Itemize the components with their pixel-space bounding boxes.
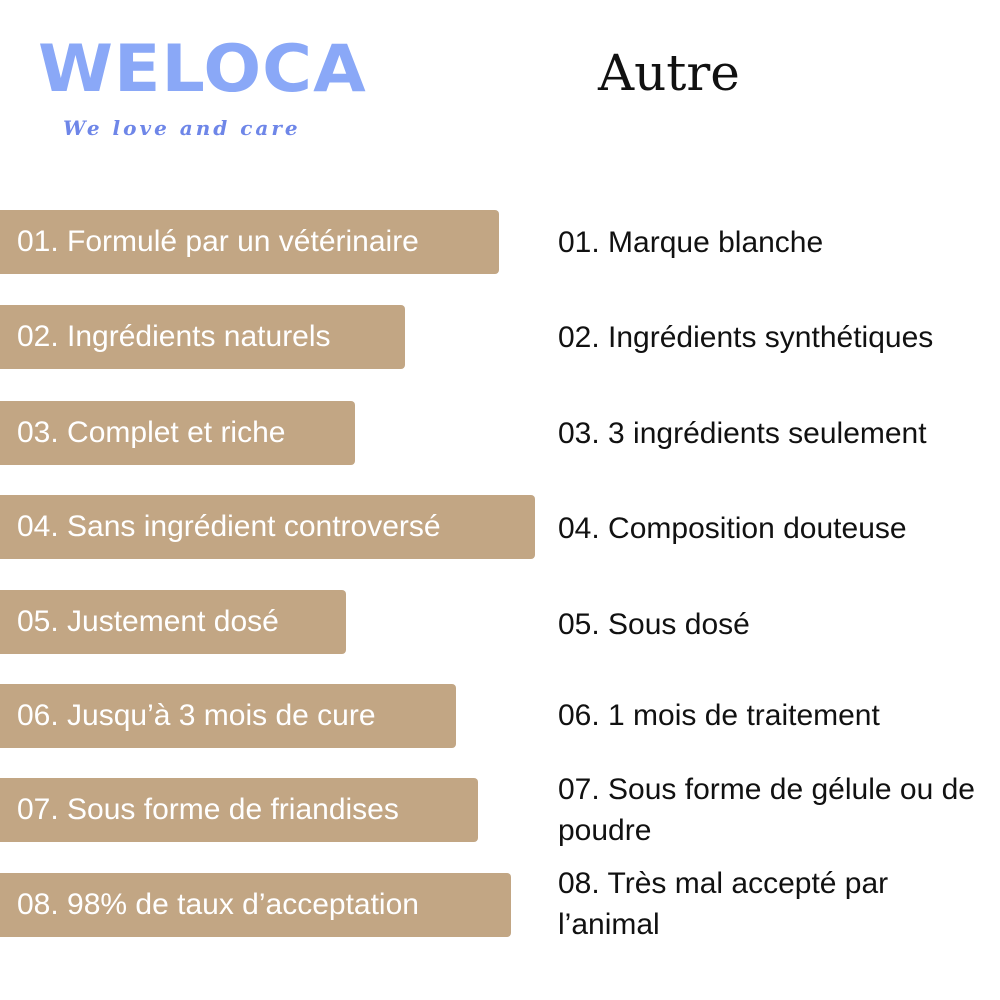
weloca-logo: WELOCA (38, 32, 367, 108)
other-item: 04. Composition douteuse (558, 512, 907, 545)
weloca-item: 05. Justement dosé (0, 590, 346, 654)
other-item: 03. 3 ingrédients seulement (558, 417, 927, 450)
other-item: 07. Sous forme de gélule ou de poudre (558, 773, 975, 847)
other-item: 01. Marque blanche (558, 226, 824, 259)
other-item: 02. Ingrédients synthétiques (558, 321, 934, 354)
weloca-item: 07. Sous forme de friandises (0, 778, 478, 842)
brand-tagline: We love and care (63, 116, 301, 140)
other-column-title: Autre (598, 44, 740, 102)
weloca-item: 03. Complet et riche (0, 401, 355, 465)
weloca-item: 06. Jusqu’à 3 mois de cure (0, 684, 456, 748)
weloca-item: 04. Sans ingrédient controversé (0, 495, 535, 559)
other-item: 06. 1 mois de traitement (558, 699, 880, 732)
other-item: 08. Très mal accepté par l’animal (558, 867, 889, 941)
other-item: 05. Sous dosé (558, 608, 750, 641)
weloca-item: 01. Formulé par un vétérinaire (0, 210, 499, 274)
weloca-item: 02. Ingrédients naturels (0, 305, 405, 369)
weloca-item: 08. 98% de taux d’acceptation (0, 873, 511, 937)
